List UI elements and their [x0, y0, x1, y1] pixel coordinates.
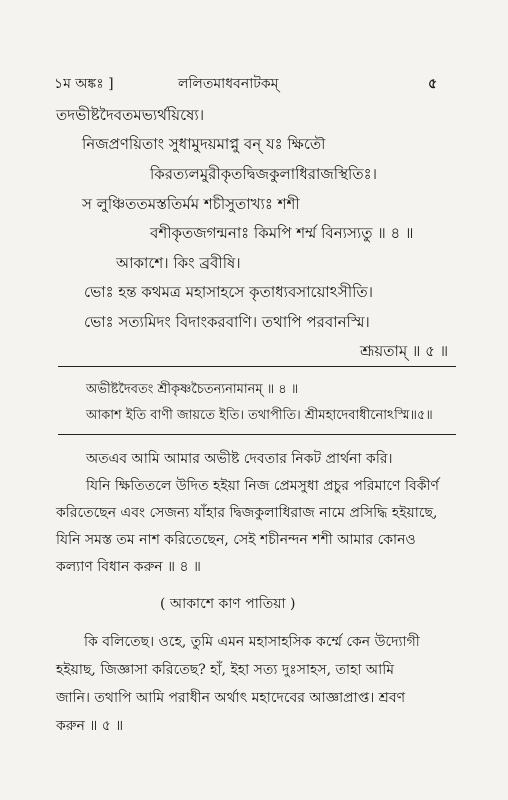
translation-line: অতএব আমি আমার অভীষ্ট দেবতার নিকট প্রার্থনা করি।	[86, 451, 393, 467]
translation-line: কি বলিতেছ। ওহে, তুমি এমন মহাসাহসিক কর্ম্মে কেন উদ্যোগী	[84, 634, 420, 650]
sanskrit-line: তদভীষ্টদৈবতমভ্যর্থয়িষ্যে।	[56, 106, 205, 124]
translation-line: করিতেছেন এবং সেজন্য যাঁহার দ্বিজকুলাধিরাজ নামে প্রসিদ্ধি হইয়াছে,	[56, 505, 438, 521]
running-title: ললিতমাধবনাটকম্	[178, 76, 279, 92]
commentary-line: আকাশ ইতি বাণী জায়তে ইতি। তথাপীতি। শ্রীমহাদেবাধীনোঽস্মি॥৫॥	[86, 408, 433, 423]
commentary-line: অভীষ্টদৈবতং শ্রীকৃষ্ণচৈতন্যনামানম্ ॥ ৪ ॥	[86, 382, 299, 397]
sanskrit-line: কিরত্যলমুরীকৃতদ্বিজকুলাধিরাজস্থিতিঃ।	[150, 165, 377, 183]
translation-line: যিনি ক্ষিতিতলে উদিত হইয়া নিজ প্রেমসুধা প্রচুর পরিমাণে বিকীর্ণ	[86, 478, 440, 494]
stage-direction: ( আকাশে কাণ পাতিয়া )	[160, 596, 296, 612]
sanskrit-line: শ্রূয়তাম্ ॥ ৫ ॥	[360, 342, 449, 360]
translation-line: জানি। তথাপি আমি পরাধীন অর্থাৎ মহাদেবের আজ্ঞাপ্রাপ্ত। শ্রবণ	[56, 690, 406, 706]
section-divider	[58, 366, 456, 367]
translation-line: হইয়াছ, জিজ্ঞাসা করিতেছ? হাঁ, ইহা সত্য দুঃসাহস, তাহা আমি	[56, 662, 395, 678]
translation-line: করুন ॥ ৫ ॥	[56, 718, 124, 734]
sanskrit-line: নিজপ্রণয়িতাং সুধামুদয়মাপ্নু বন্ যঃ ক্ষিতৌ	[82, 135, 326, 153]
sanskrit-line: ভোঃ সত্যমিদং বিদাংকরবাণি। তথাপি পরবানস্মি।	[84, 313, 370, 331]
section-divider	[58, 434, 456, 435]
sanskrit-line: আকাশে। কিং ব্রবীষি।	[116, 254, 241, 272]
sanskrit-line: ভোঃ হন্ত কথমত্র মহাসাহসে কৃতাধ্যবসায়োঽসীতি।	[84, 283, 374, 301]
sanskrit-line: বশীকৃতজগন্মনাঃ কিমপি শর্ম্ম বিন্যস্যতু ॥ ৪ ॥	[150, 224, 414, 242]
page-number: ৫	[428, 76, 438, 92]
sanskrit-line: স লুঞ্চিততমস্ততির্মম শচীসুতাখ্যঃ শশী	[82, 195, 300, 213]
translation-line: কল্যাণ বিধান করুন ॥ ৪ ॥	[56, 559, 201, 575]
translation-line: যিনি সমস্ত তম নাশ করিতেছেন, সেই শচীনন্দন শশী আমার কোনও	[56, 532, 416, 548]
chapter-marker: ১ম অঙ্কঃ ]	[54, 76, 114, 92]
